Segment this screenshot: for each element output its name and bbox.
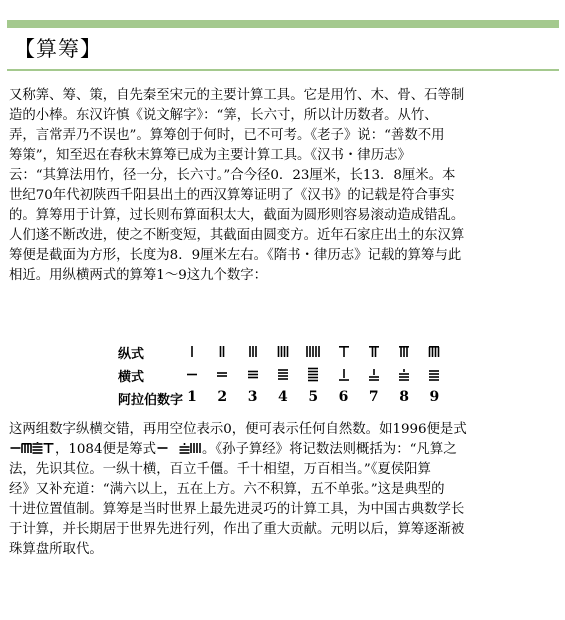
intro-paragraph (9, 86, 557, 286)
title-rule (7, 69, 559, 71)
text-line: 经》又补充道：“满六以上，五在上方。六不积算，五不单张。”这是典型的 (9, 482, 445, 497)
horizontal-label: 横式 (118, 370, 145, 385)
rod-numeral-1996-icon (9, 441, 55, 460)
vertical-rod-3-icon (241, 340, 265, 362)
vertical-rod-4-icon (271, 340, 295, 362)
vertical-rod-5-icon (301, 340, 325, 362)
text-line: 相近。用纵横两式的算筹1～9这九个数字： (9, 268, 268, 283)
horizontal-rod-7-icon (362, 363, 386, 385)
rod-numeral-1084-icon (156, 441, 202, 460)
text-line: 筹便是截面为方形，长度为8．9厘米左右。《隋书・律历志》记载的算筹与此 (9, 248, 462, 263)
text-line: 法，先识其位。一纵十横，百立千僵。千十相望，万百相当。”《夏侯阳算 (9, 462, 431, 477)
page-title: 【算筹】 (14, 37, 102, 61)
arabic-digit: 7 (368, 389, 379, 405)
text-line: 弄，言常弄乃不误也”。算筹创于何时，已不可考。《老子》说：“善数不用 (9, 128, 445, 143)
text-segment: 。《孙子算经》将记数法则概括为：“凡算之 (202, 442, 457, 457)
vertical-rod-7-icon (362, 340, 386, 362)
text-line: 这两组数字纵横交错，再用空位表示0，便可表示任何自然数。如1996便是式 (9, 422, 467, 437)
arabic-digit: 2 (217, 389, 228, 405)
horizontal-rod-5-icon (301, 363, 325, 385)
vertical-rod-1-icon (180, 340, 204, 362)
outro-paragraph (9, 420, 557, 560)
arabic-digit: 6 (338, 389, 349, 405)
text-segment: ，1084便是筹式 (55, 442, 157, 457)
horizontal-rod-6-icon (332, 363, 356, 385)
vertical-rod-2-icon (210, 340, 234, 362)
vertical-rod-9-icon (422, 340, 446, 362)
arabic-label: 阿拉伯数字 (118, 393, 184, 408)
horizontal-rod-4-icon (271, 363, 295, 385)
horizontal-rod-8-icon (392, 363, 416, 385)
arabic-digit: 9 (429, 389, 440, 405)
text-line: 十进位置值制。算筹是当时世界上最先进灵巧的计算工具，为中国古典数学长 (9, 502, 465, 517)
arabic-digit: 4 (278, 389, 288, 405)
top-rule (7, 20, 559, 28)
arabic-digit: 5 (308, 389, 319, 405)
horizontal-rod-2-icon (210, 363, 234, 385)
text-line: 造的小棒。东汉许慎《说文解字》：“筭，长六寸，所以计历数者。从竹、 (9, 108, 438, 123)
arabic-digit: 8 (399, 389, 409, 405)
text-line: 云：“其算法用竹，径一分，长六寸。”合今径0．23厘米，长13．8厘米。本 (9, 168, 456, 183)
text-line: 的。算筹用于计算，过长则布算面积太大，截面为圆形则容易滚动造成错乱。 (9, 208, 465, 223)
text-line: 筹策”，知至迟在春秋末算筹已成为主要计算工具。《汉书・律历志》 (9, 148, 411, 163)
text-line-with-rods (9, 440, 557, 460)
arabic-digit: 3 (247, 389, 258, 405)
horizontal-rod-1-icon (180, 363, 204, 385)
text-line: 珠算盘所取代。 (9, 542, 103, 557)
vertical-label: 纵式 (118, 347, 145, 362)
text-line: 于计算，并长期居于世界先进行列，作出了重大贡献。元明以后，算筹逐渐被 (9, 522, 465, 537)
arabic-digit: 1 (187, 389, 197, 405)
horizontal-rod-9-icon (422, 363, 446, 385)
text-line: 世纪70年代初陕西千阳县出土的西汉算筹证明了《汉书》的记载是符合事实 (9, 188, 455, 203)
text-line: 又称筭、筹、策，自先秦至宋元的主要计算工具。它是用竹、木、骨、石等制 (9, 88, 465, 103)
vertical-rod-8-icon (392, 340, 416, 362)
text-line: 人们遂不断改进，使之不断变短，其截面由圆变方。近年石家庄出土的东汉算 (9, 228, 465, 243)
horizontal-rod-3-icon (241, 363, 265, 385)
vertical-rod-6-icon (332, 340, 356, 362)
